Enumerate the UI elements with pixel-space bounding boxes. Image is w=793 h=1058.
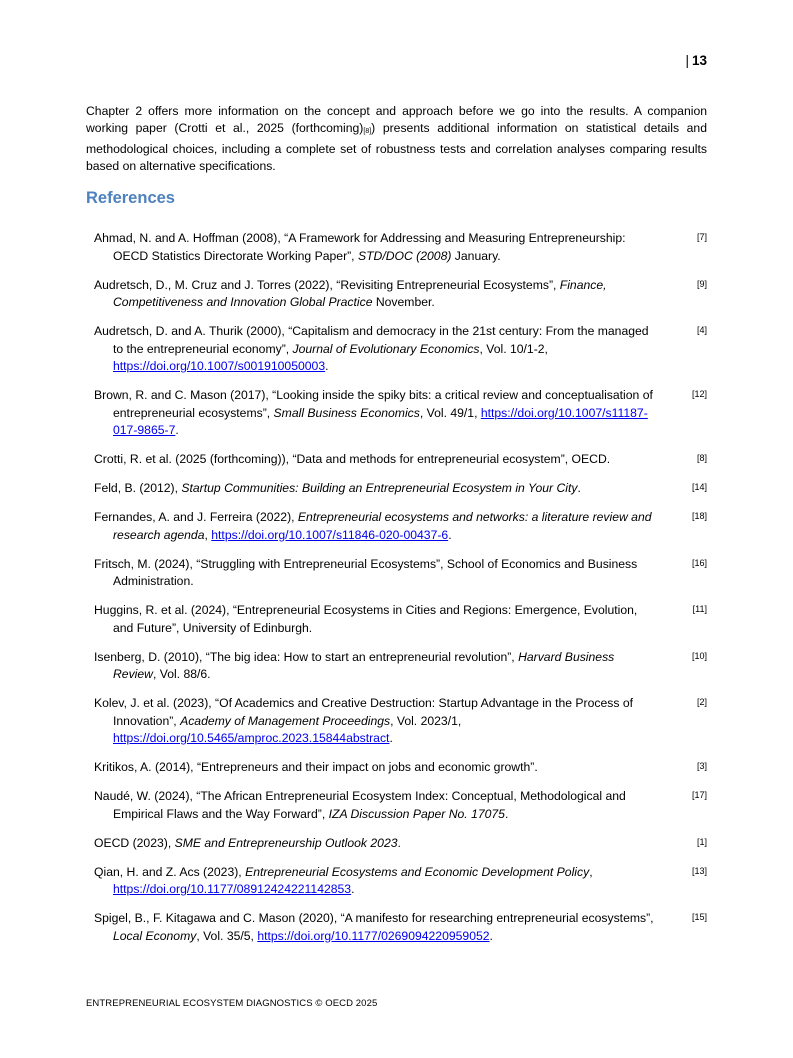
reference-text <box>94 230 707 265</box>
reference-italic-title: Entrepreneurial ecosystems and networks: a literature review and research agenda <box>113 510 652 542</box>
reference-segment: , Vol. 88/6. <box>152 667 211 681</box>
page-number <box>685 53 707 68</box>
reference-text <box>94 480 707 498</box>
reference-item <box>94 602 707 637</box>
reference-item <box>94 788 707 823</box>
reference-number: [18] <box>691 511 707 521</box>
references-heading: References <box>86 189 175 207</box>
reference-text <box>94 277 707 312</box>
reference-segment: . <box>504 806 509 821</box>
reference-italic-title: IZA Discussion Paper No. 17075 <box>328 806 505 821</box>
reference-italic-title: Local Economy <box>113 928 197 943</box>
reference-segment: . <box>325 359 329 373</box>
reference-italic-title: STD/DOC (2008) <box>357 248 452 263</box>
intro-text-part2: ) presents additional information on statistical details and methodological choices, including a complete set of robustness tests and correlation analyses comparing results based on alternative specifications. <box>86 121 707 174</box>
reference-segment: Fernandes, A. and J. Ferreira (2022), <box>94 510 298 524</box>
reference-italic-title: Small Business Economics <box>273 405 420 420</box>
reference-item <box>94 480 707 498</box>
reference-text <box>94 649 707 684</box>
reference-text <box>94 387 707 440</box>
reference-segment: , <box>204 527 212 542</box>
reference-italic-title: Startup Communities: Building an Entrepreneurial Ecosystem in Your City <box>181 481 578 495</box>
reference-number: [9] <box>696 278 707 289</box>
reference-item <box>94 277 707 312</box>
reference-text <box>94 788 707 823</box>
doi-link[interactable]: https://doi.org/10.1177/08912424221142853 <box>113 882 352 896</box>
reference-segment: Kolev, J. et al. (2023), “Of Academics and Creative Destruction: Startup Advantage in the Process of Innovation”, <box>94 696 634 728</box>
reference-segment: Spigel, B., F. Kitagawa and C. Mason (2020), “A manifesto for researching entrepreneurial ecosystems”, <box>94 911 654 925</box>
reference-item <box>94 230 707 265</box>
reference-italic-title: SME and Entrepreneurship Outlook 2023 <box>174 835 398 850</box>
reference-number: [16] <box>691 557 707 568</box>
reference-number: [2] <box>696 697 707 707</box>
reference-segment: . <box>389 731 393 745</box>
reference-item <box>94 649 707 684</box>
reference-item <box>94 387 707 440</box>
reference-italic-title: Entrepreneurial Ecosystems and Economic Development Policy <box>245 864 590 879</box>
page-number-separator: | <box>685 53 689 68</box>
reference-segment: November. <box>372 295 435 309</box>
reference-italic-title: Finance, Competitiveness and Innovation Global Practice <box>113 277 607 309</box>
doi-link[interactable]: https://doi.org/10.1007/s11846-020-00437-6 <box>211 527 449 542</box>
reference-text <box>94 910 707 945</box>
reference-segment: Crotti, R. et al. (2025 (forthcoming)), “Data and methods for entrepreneurial ecosystem”, OECD. <box>94 452 611 466</box>
reference-segment: Huggins, R. et al. (2024), “Entrepreneurial Ecosystems in Cities and Regions: Emergence, Evolution, and Future”, University of Edinburgh. <box>94 603 638 635</box>
doi-link[interactable]: https://doi.org/10.1007/s11187-017-9865-7 <box>113 405 648 437</box>
reference-segment: OECD (2023), <box>94 835 175 850</box>
doi-link[interactable]: https://doi.org/10.1007/s001910050003 <box>113 359 326 373</box>
reference-number: [13] <box>691 865 707 876</box>
reference-number: [3] <box>696 761 707 771</box>
reference-item <box>94 835 707 853</box>
reference-segment: Fritsch, M. (2024), “Struggling with Entrepreneurial Ecosystems”, School of Economics and Business Administration. <box>94 556 638 588</box>
reference-text <box>94 323 707 376</box>
reference-number: [8] <box>696 453 707 463</box>
reference-item <box>94 509 707 544</box>
reference-text <box>94 864 707 899</box>
intro-citation: [8] <box>363 128 372 136</box>
reference-item <box>94 910 707 945</box>
reference-segment: . <box>489 928 493 943</box>
reference-italic-title: Academy of Management Proceedings <box>180 713 391 728</box>
reference-italic-title: Harvard Business Review <box>113 649 615 681</box>
intro-paragraph <box>86 103 707 175</box>
reference-segment: Audretsch, D. and A. Thurik (2000), “Capitalism and democracy in the 21st century: From the managed to the entrepreneurial economy”, <box>94 324 649 356</box>
reference-segment: Qian, H. and Z. Acs (2023), <box>94 864 246 879</box>
reference-segment: , Vol. 35/5, <box>196 928 258 943</box>
page-number-value: 13 <box>691 53 707 68</box>
reference-item <box>94 556 707 591</box>
reference-segment: , Vol. 49/1, <box>419 405 481 420</box>
reference-number: [11] <box>692 604 707 614</box>
reference-segment: Naudé, W. (2024), “The African Entrepreneurial Ecosystem Index: Conceptual, Methodological and Empirical Flaws and the Way Forward”, <box>94 789 626 821</box>
reference-segment: Feld, B. (2012), <box>94 481 182 495</box>
reference-number: [17] <box>691 790 707 800</box>
reference-segment: . <box>577 481 581 495</box>
reference-segment: Isenberg, D. (2010), “The big idea: How to start an entrepreneurial revolution”, <box>94 649 519 664</box>
reference-segment: Brown, R. and C. Mason (2017), “Looking inside the spiky bits: a critical review and conceptualisation of entrepreneurial ecosystems”, <box>94 388 653 420</box>
reference-segment: Audretsch, D., M. Cruz and J. Torres (2022), “Revisiting Entrepreneurial Ecosystems”, <box>94 277 560 292</box>
reference-number: [14] <box>691 482 707 492</box>
reference-text <box>94 835 707 853</box>
reference-segment: . <box>448 527 452 542</box>
page-footer: ENTREPRENEURIAL ECOSYSTEM DIAGNOSTICS © OECD 2025 <box>86 998 378 1009</box>
reference-number: [7] <box>696 232 707 242</box>
doi-link[interactable]: https://doi.org/10.1177/0269094220959052 <box>257 928 490 943</box>
reference-number: [4] <box>696 325 707 335</box>
reference-item <box>94 451 707 469</box>
reference-text <box>94 509 707 544</box>
reference-text <box>94 451 707 469</box>
doi-link[interactable]: https://doi.org/10.5465/amproc.2023.15844abstract <box>113 731 390 745</box>
reference-number: [10] <box>691 650 707 661</box>
reference-segment: , Vol. 2023/1, <box>390 713 462 728</box>
reference-number: [1] <box>696 836 707 847</box>
reference-segment: Ahmad, N. and A. Hoffman (2008), “A Framework for Addressing and Measuring Entrepreneurship: OECD Statistics Directorate Working Paper”, <box>94 231 626 263</box>
references-list <box>94 230 707 957</box>
reference-segment: . <box>351 882 355 896</box>
reference-text <box>94 695 707 748</box>
reference-text <box>94 759 707 777</box>
reference-segment: . <box>397 835 401 850</box>
reference-number: [12] <box>691 389 707 399</box>
reference-text <box>94 602 707 637</box>
reference-text <box>94 556 707 591</box>
reference-segment: January. <box>451 248 501 263</box>
reference-italic-title: Journal of Evolutionary Economics <box>292 341 480 356</box>
reference-item <box>94 323 707 376</box>
reference-item <box>94 695 707 748</box>
reference-segment: , <box>589 864 593 879</box>
reference-item <box>94 864 707 899</box>
reference-number: [15] <box>691 912 707 922</box>
reference-segment: , Vol. 10/1-2, <box>479 341 548 356</box>
intro-text-part1: Chapter 2 offers more information on the concept and approach before we go into the results. A companion working paper (Crotti et al., 2025 (forthcoming) <box>86 104 707 136</box>
reference-segment: . <box>175 423 179 437</box>
reference-segment: Kritikos, A. (2014), “Entrepreneurs and their impact on jobs and economic growth”. <box>94 760 538 774</box>
reference-item <box>94 759 707 777</box>
